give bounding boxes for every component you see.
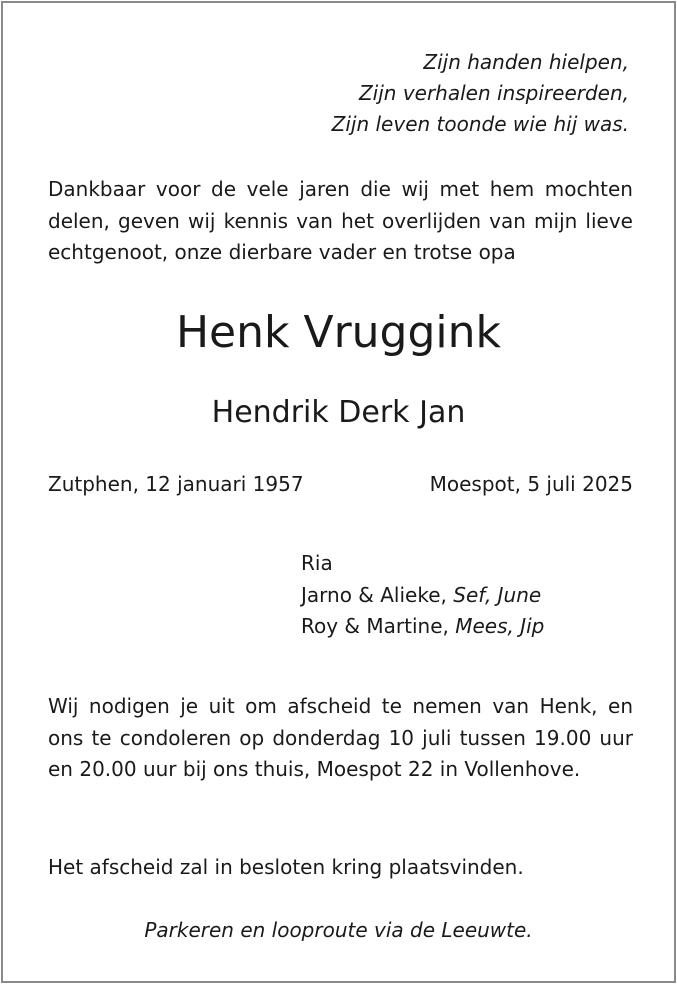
poem xyxy=(332,47,629,140)
spouse-name: Ria xyxy=(301,551,333,575)
poem-line: Zijn handen hielpen, xyxy=(423,50,629,74)
intro-paragraph: Dankbaar voor de vele jaren die wij met hem mochten delen, geven wij kennis van het overlijden van mijn lieve echtgenoot, onze dierbare vader en trotse opa xyxy=(48,177,633,264)
child-names: Roy & Martine, xyxy=(301,614,449,638)
deceased-full-name: Hendrik Derk Jan xyxy=(211,395,466,430)
parking-note: Parkeren en looproute via de Leeuwte. xyxy=(144,918,533,942)
death-notice-card xyxy=(1,1,676,983)
poem-line: Zijn leven toonde wie hij was. xyxy=(331,112,629,136)
child-names: Jarno & Alieke, xyxy=(301,582,447,607)
family-line xyxy=(301,611,544,643)
grandchildren-names: Mees, Jip xyxy=(455,614,545,638)
invitation-paragraph: Wij nodigen je uit om afscheid te nemen van Henk, en ons te condoleren op donderdag 10 juli tussen 19.00 uur en 20.00 uur bij ons thuis, Moespot 22 in Vollenhove. xyxy=(48,694,633,781)
death-place-date: Moespot, 5 juli 2025 xyxy=(429,472,633,496)
funeral-note: Het afscheid zal in besloten kring plaatsvinden. xyxy=(48,855,524,879)
family-list xyxy=(301,548,544,643)
grandchildren-names: Sef, June xyxy=(453,582,542,607)
birth-place-date: Zutphen, 12 januari 1957 xyxy=(48,472,304,496)
family-line xyxy=(301,580,544,612)
deceased-name: Henk Vruggink xyxy=(175,307,502,358)
life-dates xyxy=(48,469,633,499)
poem-line: Zijn verhalen inspireerden, xyxy=(358,81,629,105)
